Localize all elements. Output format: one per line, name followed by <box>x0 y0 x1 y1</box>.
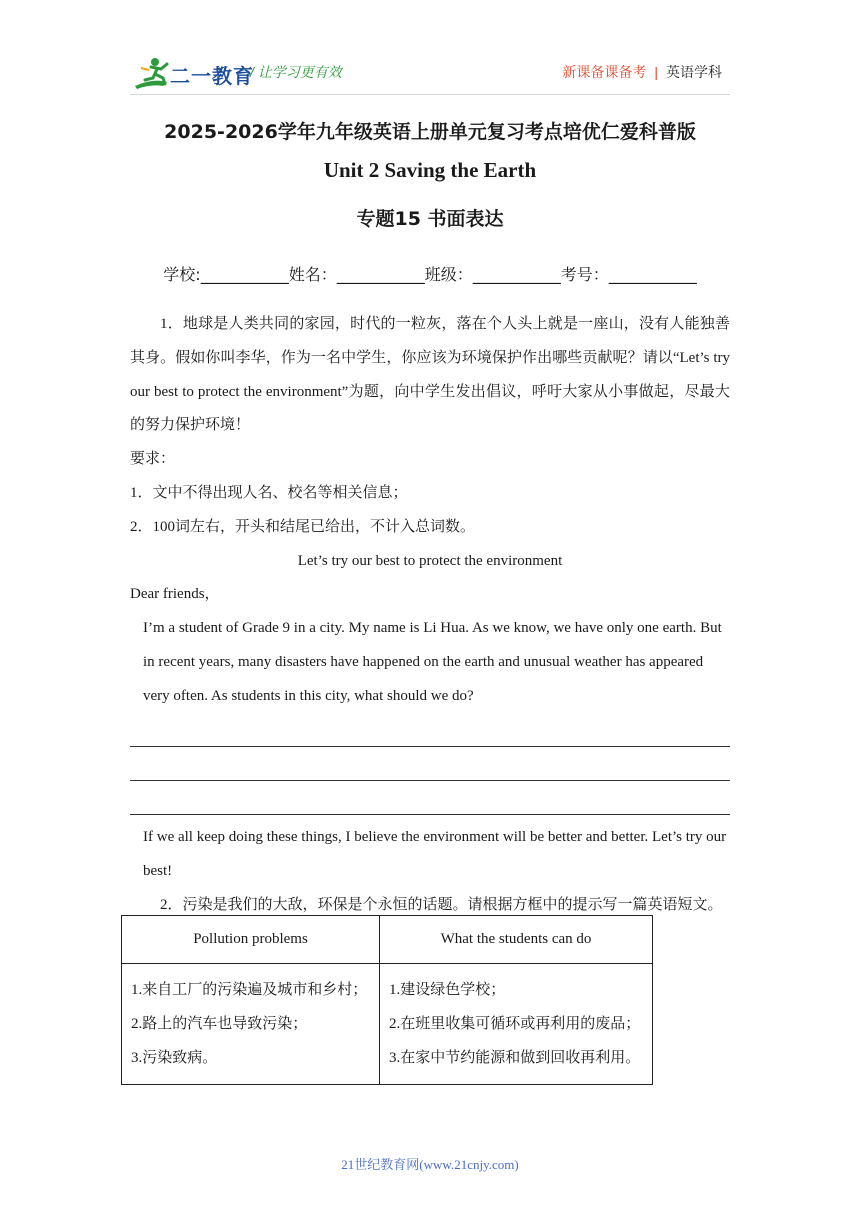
essay-title: Let’s try our best to protect the environment <box>297 552 563 569</box>
student-actions-cell <box>380 964 653 1085</box>
table-header-pollution: Pollution problems <box>122 916 380 964</box>
essay-closing-text: If we all keep doing these things, I believe the environment will be better and better. Let’s try our best! <box>143 828 727 879</box>
essay-opening <box>130 612 730 713</box>
header-subject-name: 英语学科 <box>666 64 722 80</box>
list-item: 3.污染致病。 <box>131 1049 218 1066</box>
answer-line[interactable] <box>130 714 730 748</box>
answer-line[interactable] <box>130 781 730 815</box>
answer-line[interactable] <box>130 747 730 781</box>
document-title: 2025-2026学年九年级英语上册单元复习考点培优仁爱科普版 <box>164 121 696 143</box>
header-separator: | <box>654 64 658 80</box>
brand-name: 二一教育 <box>170 66 254 88</box>
list-item: 2.在班里收集可循环或再利用的废品； <box>389 1015 641 1032</box>
essay-greeting: Dear friends， <box>130 586 220 603</box>
pollution-problems-cell <box>122 964 380 1085</box>
q1-requirement-2: 2．100词左右，开头和结尾已给出，不计入总词数。 <box>130 518 476 535</box>
list-item: 1.建设绿色学校； <box>389 982 506 998</box>
header-subject <box>562 62 722 82</box>
header-divider <box>130 94 730 95</box>
hint-table <box>121 915 653 1085</box>
q1-requirement-1: 1．文中不得出现人名、校名等相关信息； <box>130 484 408 501</box>
page-footer: 21世纪教育网(www.21cnjy.com) <box>341 1157 519 1172</box>
list-item: 3.在家中节约能源和做到回收再利用。 <box>389 1049 641 1066</box>
question-body <box>130 308 730 922</box>
header-tagline: 新课备课备考 <box>562 64 647 80</box>
page-header <box>0 0 860 100</box>
table-header-actions: What the students can do <box>380 916 653 964</box>
brand-slogan: / 让学习更有效 <box>250 64 342 80</box>
student-info-line: 学校:___________姓名：___________班级：___________考号：___________ <box>163 265 697 284</box>
list-item: 2.路上的汽车也导致污染； <box>131 1015 308 1032</box>
q1-prompt: 1．地球是人类共同的家园，时代的一粒灰，落在个人头上就是一座山，没有人能独善其身。假如你叫李华，作为一名中学生，你应该为环境保护作出哪些贡献呢？请以“Let’s try our best to protect the environment”为题，向中学生发出倡议，呼吁大家从小事做起，尽最大的努力保护环境！ <box>130 316 730 434</box>
q2-prompt: 2．污染是我们的大敌，环保是个永恒的话题。请根据方框中的提示写一篇英语短文。 <box>160 896 723 913</box>
q1-requirements-title: 要求： <box>130 451 176 468</box>
unit-title: Unit 2 Saving the Earth <box>323 158 537 182</box>
list-item: 1.来自工厂的污染遍及城市和乡村； <box>131 982 368 998</box>
essay-opening-text: I’m a student of Grade 9 in a city. My name is Li Hua. As we know, we have only one earth. But in recent years, many disasters have happened on the earth and unusual weather has appeared very often. As students in this city, what should we do? <box>143 620 722 704</box>
essay-closing <box>130 821 730 889</box>
topic-title: 专题15 书面表达 <box>356 208 504 230</box>
